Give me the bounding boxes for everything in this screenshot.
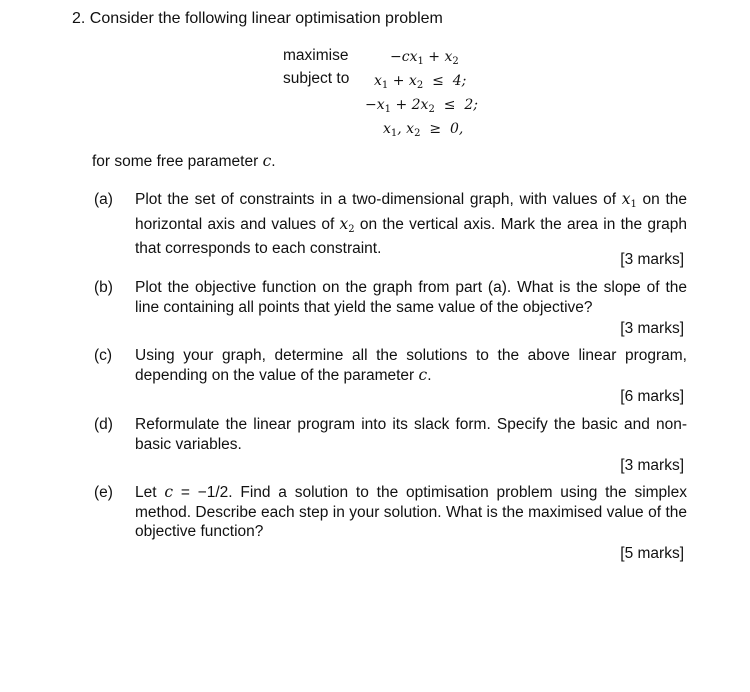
subject-to-label: subject to bbox=[283, 70, 350, 87]
part-b-marks: [3 marks] bbox=[620, 320, 684, 337]
maximise-label: maximise bbox=[283, 47, 349, 64]
part-d-text: Reformulate the linear program into its slack form. Specify the basic and non-basic variables. bbox=[135, 416, 687, 453]
part-e-text: Let c = −1/2. Find a solution to the optimisation problem using the simplex method. Describe each step in your solution. What is the maximised value of the objective function? bbox=[135, 483, 687, 541]
part-c-marks: [6 marks] bbox=[620, 388, 684, 405]
part-a-label: (a) bbox=[94, 191, 113, 208]
part-a-marks: [3 marks] bbox=[620, 251, 684, 268]
part-a-text: Plot the set of constraints in a two-dimensional graph, with values of $x_1$ on the horizontal axis and values of $x_2$ on the vertical axis. Mark the area in the graph that corresponds to each constraint. bbox=[135, 190, 687, 258]
part-c-text: Using your graph, determine all the solutions to the above linear program, depending on the value of the parameter c. bbox=[135, 347, 687, 384]
free-parameter-text: for some free parameter c. bbox=[92, 152, 276, 170]
constraint-3: $x_1$, $x_2 \ge 0$, bbox=[383, 121, 464, 139]
constraint-2: $-x_1 + 2x_2 \le 2$; bbox=[365, 97, 478, 115]
part-e-label: (e) bbox=[94, 484, 113, 501]
part-b-text: Plot the objective function on the graph from part (a). What is the slope of the line containing all points that yield the same value of the objective? bbox=[135, 279, 687, 316]
constraint-1: $x_1 + x_2 \le 4$; bbox=[374, 73, 467, 91]
part-b-label: (b) bbox=[94, 279, 113, 296]
question-title: 2. Consider the following linear optimisation problem bbox=[72, 10, 443, 27]
part-d-label: (d) bbox=[94, 416, 113, 433]
part-e-marks: [5 marks] bbox=[620, 545, 684, 562]
part-d-marks: [3 marks] bbox=[620, 457, 684, 474]
part-c-label: (c) bbox=[94, 347, 113, 364]
objective-function: $-cx_1 + x_2$ bbox=[390, 49, 459, 67]
